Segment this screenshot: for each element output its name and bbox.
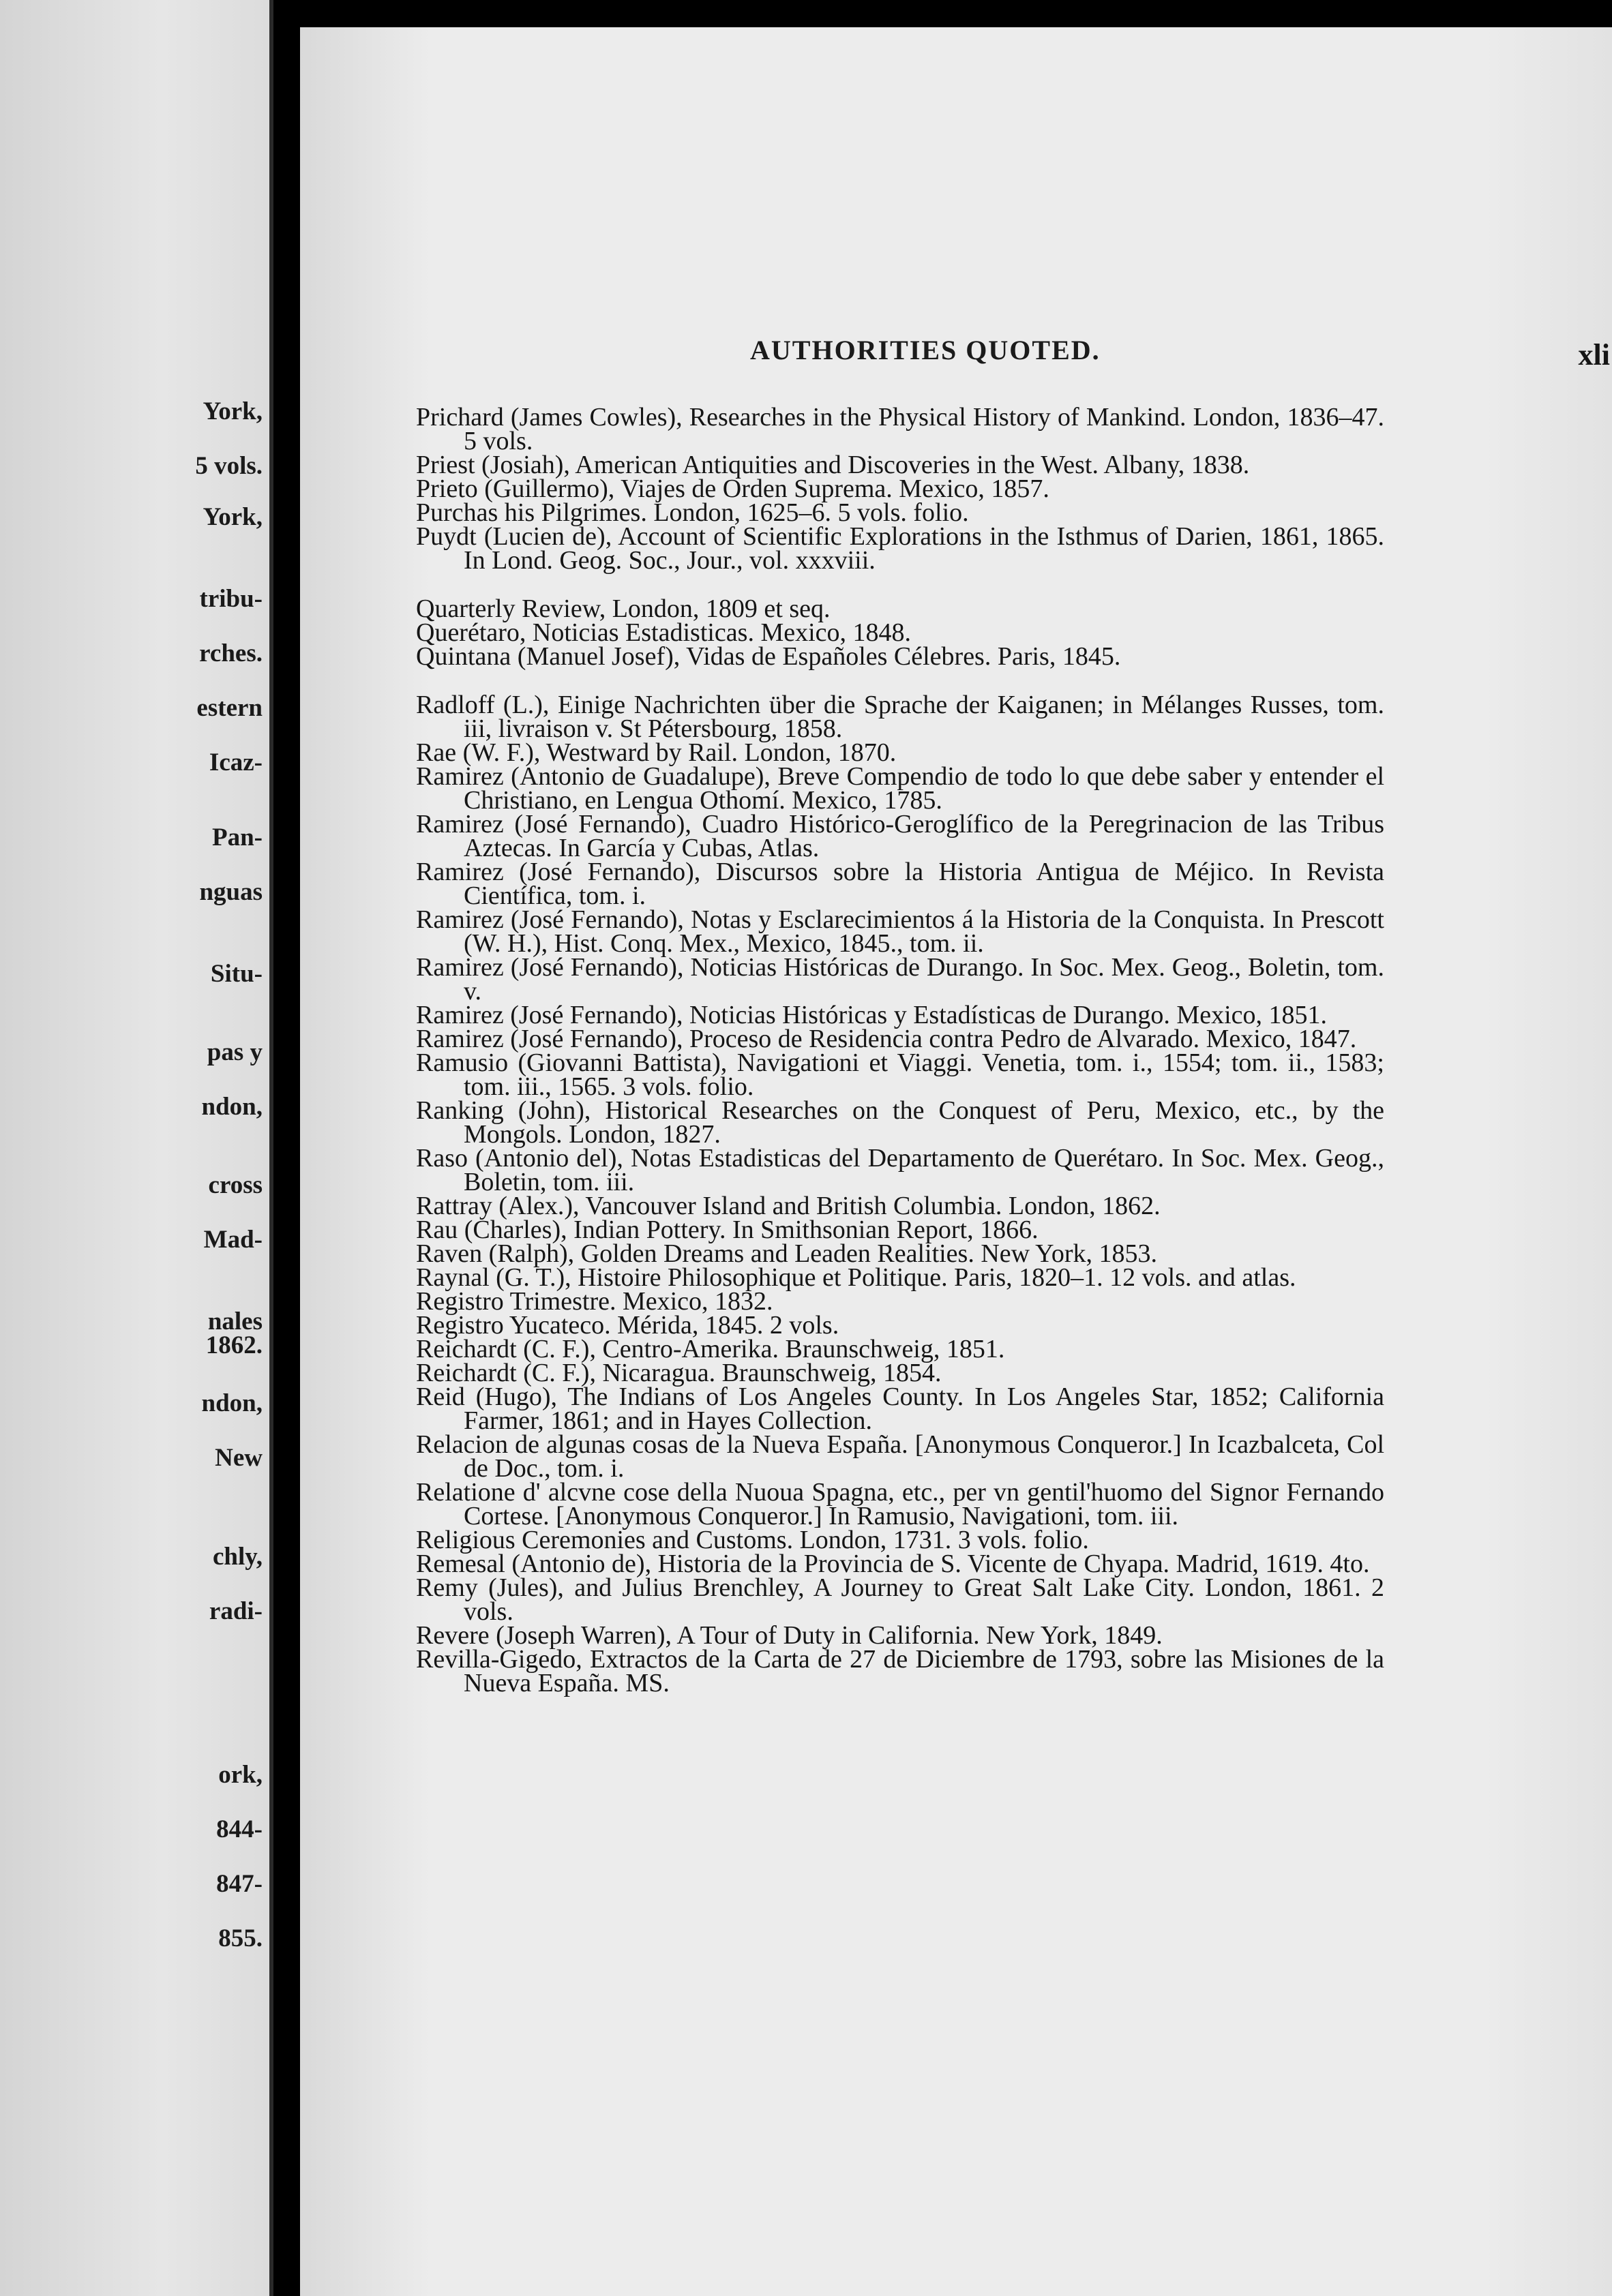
left-page-fragment: Pan- — [212, 824, 263, 851]
left-page-fragment: estern — [196, 694, 263, 722]
left-page-fragment: 1862. — [205, 1331, 263, 1359]
bibliography-entry: Purchas his Pilgrimes. London, 1625–6. 5 vols. folio. — [416, 498, 969, 527]
left-page-fragment: chly, — [213, 1543, 263, 1571]
bibliography-entry: Ramirez (José Fernando), Cuadro Histórico-Geroglífico de la Peregrinacion de las Tribus Aztecas. In García y Cubas, Atlas. — [416, 810, 1384, 862]
bibliography-entry: Puydt (Lucien de), Account of Scientific Explorations in the Isthmus of Darien, 1861, 1865. In Lond. Geog. Soc., Jour., vol. xxxviii. — [416, 522, 1384, 575]
bibliography-entry: Raven (Ralph), Golden Dreams and Leaden Realities. New York, 1853. — [416, 1239, 1157, 1268]
bibliography-entry: Rae (W. F.), Westward by Rail. London, 1870. — [416, 738, 897, 767]
bibliography-entry: Revilla-Gigedo, Extractos de la Carta de 27 de Diciembre de 1793, sobre las Misiones de la Nueva España. MS. — [416, 1645, 1384, 1697]
bibliography-entry: Reichardt (C. F.), Centro-Amerika. Braunschweig, 1851. — [416, 1335, 1005, 1363]
left-page-fragment: nguas — [199, 878, 263, 906]
running-head: AUTHORITIES QUOTED. — [750, 335, 1101, 365]
bibliography-entry: Ranking (John), Historical Researches on the Conquest of Peru, Mexico, etc., by the Mongols. London, 1827. — [416, 1096, 1384, 1149]
bibliography-entry: Prichard (James Cowles), Researches in the Physical History of Mankind. London, 1836–47. 5 vols. — [416, 403, 1384, 455]
bibliography-entry: Ramirez (José Fernando), Noticias Históricas de Durango. In Soc. Mex. Geog., Boletin, tom. v. — [416, 953, 1384, 1006]
bibliography-entry: Reichardt (C. F.), Nicaragua. Braunschweig, 1854. — [416, 1359, 942, 1387]
section-gap — [416, 573, 1384, 597]
bibliography-entry: Revere (Joseph Warren), A Tour of Duty in California. New York, 1849. — [416, 1621, 1163, 1650]
bibliography-entry: Ramirez (José Fernando), Notas y Esclarecimientos á la Historia de la Conquista. In Prescott (W. H.), Hist. Conq. Mex., Mexico, 1845., tom. ii. — [416, 905, 1384, 958]
bibliography-entry: Reid (Hugo), The Indians of Los Angeles County. In Los Angeles Star, 1852; California Farmer, 1861; and in Hayes Collection. — [416, 1383, 1384, 1435]
left-page-fragment: ork, — [218, 1761, 263, 1789]
page-number: xli — [1578, 338, 1610, 372]
left-page — [0, 0, 273, 2296]
left-page-fragment: radi- — [209, 1597, 263, 1625]
bibliography-entry: Ramusio (Giovanni Battista), Navigationi et Viaggi. Venetia, tom. i., 1554; tom. ii., 1583; tom. iii., 1565. 3 vols. folio. — [416, 1048, 1384, 1101]
left-page-fragment: Situ- — [210, 960, 263, 988]
left-page-fragment: York, — [203, 503, 263, 531]
bibliography-entry: Rau (Charles), Indian Pottery. In Smithsonian Report, 1866. — [416, 1215, 1039, 1244]
bibliography-list — [416, 403, 1384, 1697]
bibliography-entry: Religious Ceremonies and Customs. London, 1731. 3 vols. folio. — [416, 1526, 1089, 1554]
bibliography-entry: Radloff (L.), Einige Nachrichten über die Sprache der Kaiganen; in Mélanges Russes, tom. iii, livraison v. St Pétersbourg, 1858. — [416, 691, 1384, 743]
bibliography-entry: Querétaro, Noticias Estadisticas. Mexico, 1848. — [416, 618, 912, 647]
bibliography-entry: Raso (Antonio del), Notas Estadisticas del Departamento de Querétaro. In Soc. Mex. Geog., Boletin, tom. iii. — [416, 1144, 1384, 1196]
bibliography-entry: Prieto (Guillermo), Viajes de Orden Suprema. Mexico, 1857. — [416, 474, 1049, 503]
left-page-fragment: nales — [207, 1308, 263, 1335]
bibliography-entry: Quintana (Manuel Josef), Vidas de Españoles Célebres. Paris, 1845. — [416, 642, 1121, 671]
left-page-fragment: ndon, — [201, 1389, 263, 1417]
bibliography-entry: Remy (Jules), and Julius Brenchley, A Journey to Great Salt Lake City. London, 1861. 2 vols. — [416, 1573, 1384, 1626]
left-page-fragment: pas y — [207, 1038, 263, 1066]
left-page-fragment: 5 vols. — [195, 452, 263, 480]
bibliography-entry: Rattray (Alex.), Vancouver Island and British Columbia. London, 1862. — [416, 1192, 1161, 1220]
left-page-fragment: rches. — [199, 639, 263, 667]
left-page-fragment: Icaz- — [209, 749, 263, 776]
bibliography-entry: Registro Yucateco. Mérida, 1845. 2 vols. — [416, 1311, 839, 1340]
left-page-fragment: York, — [203, 397, 263, 425]
bibliography-entry: Remesal (Antonio de), Historia de la Provincia de S. Vicente de Chyapa. Madrid, 1619. 4to. — [416, 1550, 1370, 1578]
left-page-fragment: tribu- — [199, 585, 263, 613]
bibliography-entry: Quarterly Review, London, 1809 et seq. — [416, 594, 831, 623]
bibliography-entry: Ramirez (José Fernando), Noticias Históricas y Estadísticas de Durango. Mexico, 1851. — [416, 1001, 1328, 1029]
bibliography-entry: Ramirez (José Fernando), Discursos sobre la Historia Antigua de Méjico. In Revista Científica, tom. i. — [416, 858, 1384, 910]
left-page-fragment: Mad- — [203, 1226, 263, 1254]
left-page-fragment: 855. — [218, 1924, 263, 1952]
right-page — [300, 27, 1612, 2296]
left-page-fragment: 847- — [216, 1870, 263, 1898]
bibliography-entry: Relacion de algunas cosas de la Nueva España. [Anonymous Conqueror.] In Icazbalceta, Col de Doc., tom. i. — [416, 1430, 1384, 1483]
bibliography-entry: Ramirez (Antonio de Guadalupe), Breve Compendio de todo lo que debe saber y entender el Christiano, en Lengua Othomí. Mexico, 1785. — [416, 762, 1384, 815]
left-page-fragment: New — [215, 1444, 263, 1472]
left-page-fragment: cross — [208, 1171, 263, 1199]
left-page-fragment: 844- — [216, 1815, 263, 1843]
bibliography-entry: Registro Trimestre. Mexico, 1832. — [416, 1287, 773, 1316]
left-page-fragment: ndon, — [201, 1093, 263, 1121]
bibliography-entry: Relatione d' alcvne cose della Nuoua Spagna, etc., per vn gentil'huomo del Signor Fernando Cortese. [Anonymous Conqueror.] In Ramusio, Navigationi, tom. iii. — [416, 1478, 1384, 1530]
bibliography-entry: Priest (Josiah), American Antiquities and Discoveries in the West. Albany, 1838. — [416, 451, 1250, 479]
section-gap — [416, 669, 1384, 693]
bibliography-entry: Raynal (G. T.), Histoire Philosophique et Politique. Paris, 1820–1. 12 vols. and atlas. — [416, 1263, 1296, 1292]
bibliography-entry: Ramirez (José Fernando), Proceso de Residencia contra Pedro de Alvarado. Mexico, 1847. — [416, 1025, 1357, 1053]
